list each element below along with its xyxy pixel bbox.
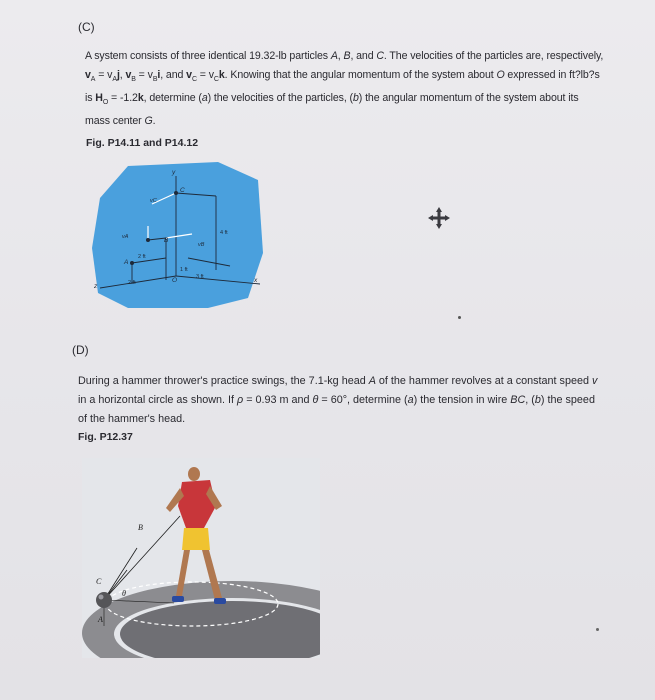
- thrower-head: [188, 467, 200, 481]
- stray-mark: [458, 316, 461, 319]
- figure-c-caption: Fig. P14.11 and P14.12: [86, 137, 199, 149]
- svg-text:z: z: [94, 283, 98, 290]
- svg-text:2 ft: 2 ft: [138, 254, 146, 260]
- svg-text:y: y: [172, 169, 176, 176]
- svg-text:A: A: [124, 259, 129, 266]
- section-c-label: (C): [78, 20, 95, 34]
- problem-d-text: During a hammer thrower's practice swings, the 7.1-kg head A of the hammer revolves at a constant speed v in a horizontal circle as shown. If ρ = 0.93 m and θ = 60°, determine (a) the tension in wire BC, (b) the speed of the hammer's head.: [78, 375, 598, 425]
- particle-A: [130, 261, 134, 265]
- svg-text:x: x: [254, 277, 258, 284]
- svg-text:1 ft: 1 ft: [180, 267, 188, 273]
- particle-B: [146, 238, 150, 242]
- hammer-thrower-figure: [82, 458, 320, 658]
- svg-text:O: O: [172, 277, 178, 284]
- svg-text:C: C: [96, 577, 102, 586]
- svg-text:C: C: [180, 187, 185, 194]
- svg-text:3 ft: 3 ft: [196, 274, 204, 280]
- figure-blue-background: [92, 162, 263, 308]
- svg-text:B: B: [138, 523, 143, 532]
- svg-text:vA: vA: [122, 234, 129, 240]
- hammer-head: [96, 592, 112, 608]
- section-d-label: (D): [72, 343, 89, 357]
- problem-c-text: A system consists of three identical 19.32-lb particles A, B, and C. The velocities of the particles are, respectively, $v_A = v_Aj$, $v_B = v_Bi$, and $v_C = v_Ck$. Knowing that the angular momentum of the system about O expressed in ft?lb?s is $H_O = -1.2k$, determine (a) the velocities of the particles, (b) the angular momentum of the system about its mass center G.: [85, 50, 604, 128]
- svg-text:θ: θ: [122, 589, 126, 598]
- svg-text:vC: vC: [150, 198, 157, 204]
- svg-text:B: B: [164, 237, 169, 244]
- particle-system-figure: [88, 158, 264, 310]
- svg-text:4 ft: 4 ft: [220, 230, 228, 236]
- svg-text:A: A: [98, 615, 103, 624]
- stray-mark: [596, 628, 599, 631]
- thrower-shorts: [182, 528, 210, 550]
- svg-text:2 ft: 2 ft: [128, 280, 136, 286]
- particle-C: [174, 191, 178, 195]
- figure-d-caption: Fig. P12.37: [78, 431, 133, 443]
- move-cursor-icon: [427, 206, 451, 230]
- svg-text:vB: vB: [198, 242, 205, 248]
